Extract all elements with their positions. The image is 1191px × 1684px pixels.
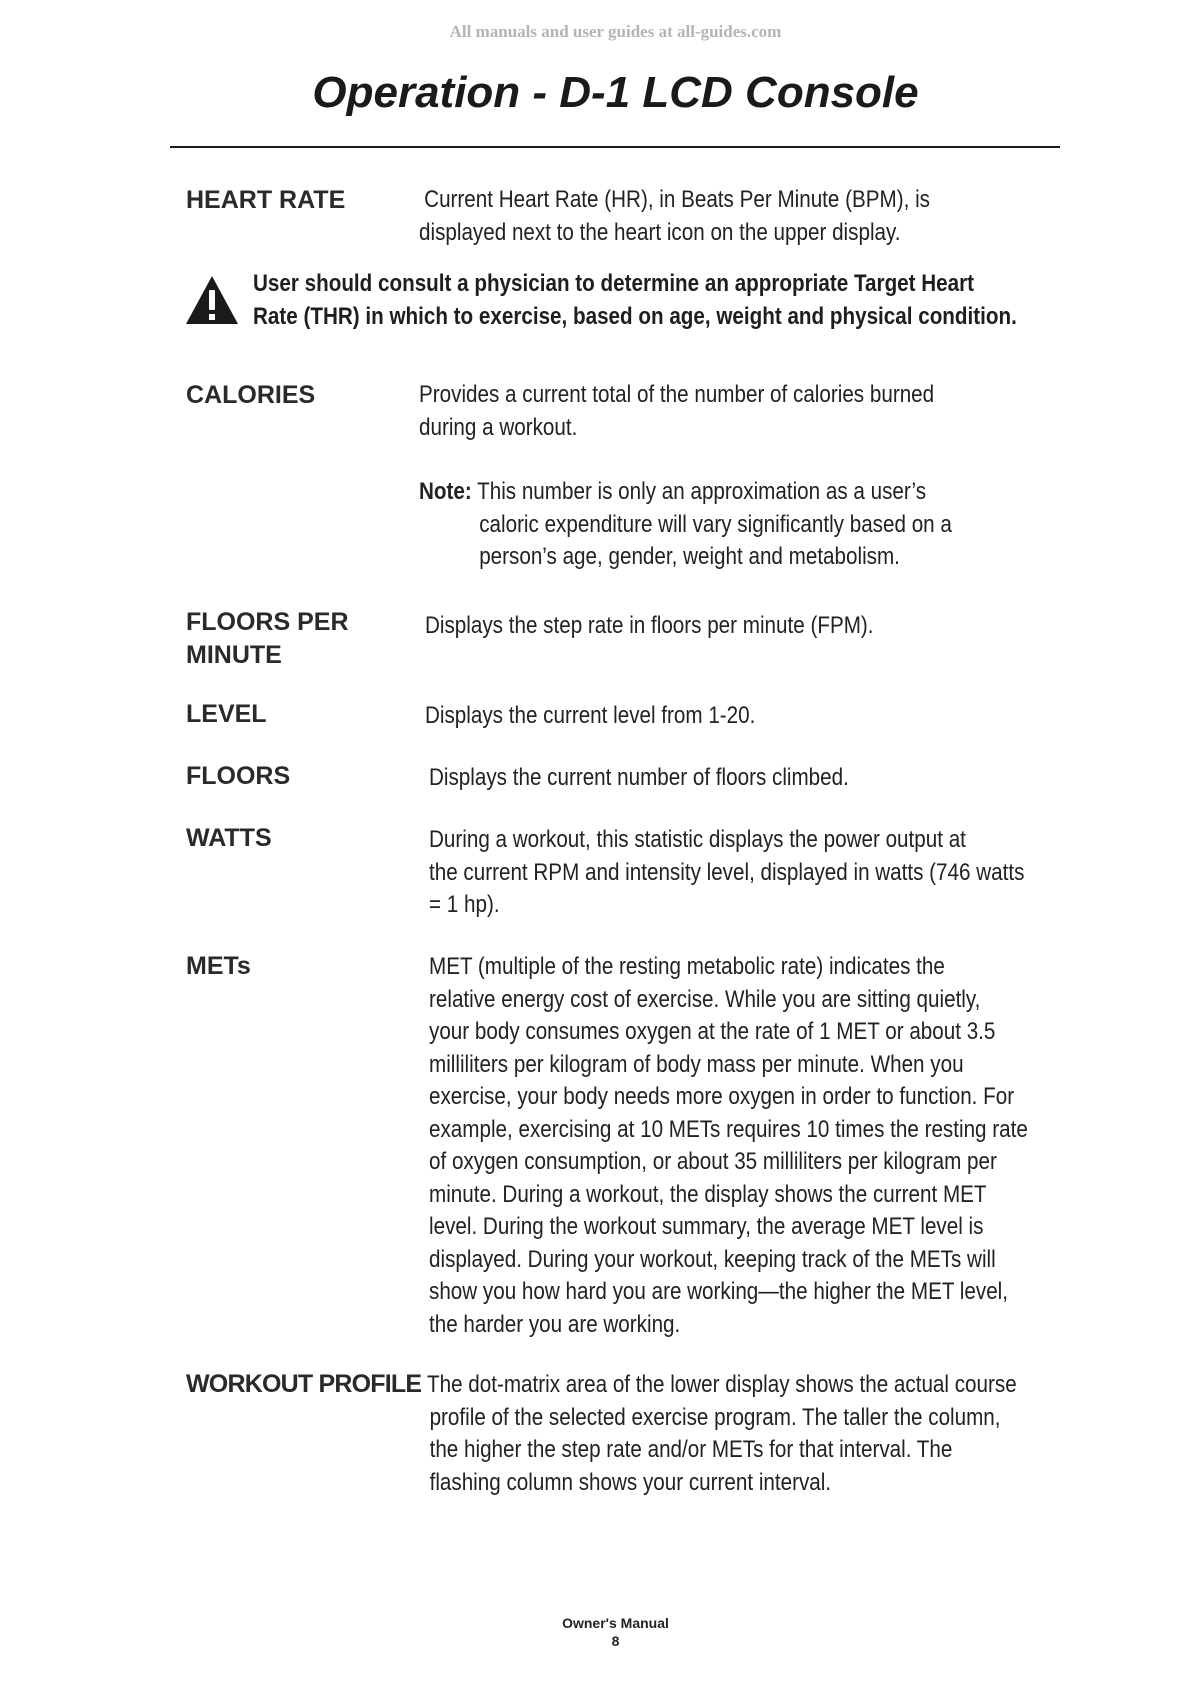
floors-description bbox=[429, 762, 849, 795]
mets-line: level. During the workout summary, the average MET level is bbox=[429, 1213, 984, 1240]
heart-rate-line: Current Heart Rate (HR), in Beats Per Minute (BPM), is bbox=[424, 186, 930, 213]
mets-line: the harder you are working. bbox=[429, 1310, 681, 1338]
mets-line: show you how hard you are working—the higher the MET level, bbox=[429, 1278, 1008, 1305]
mets-line: displayed. During your workout, keeping track of the METs will bbox=[429, 1245, 996, 1273]
mets-line: MET (multiple of the resting metabolic rate) indicates the bbox=[429, 953, 945, 980]
floors-per-minute-description bbox=[425, 610, 874, 643]
workout-profile-line: the higher the step rate and/or METs for that interval. The bbox=[429, 1436, 953, 1463]
heart-rate-label: HEART RATE bbox=[186, 186, 346, 214]
watts-description bbox=[429, 824, 1024, 922]
watts-line: = 1 hp). bbox=[429, 891, 500, 918]
mets-line: example, exercising at 10 METs requires 10 times the resting rate bbox=[429, 1115, 1028, 1143]
heart-rate-line: displayed next to the heart icon on the upper display. bbox=[419, 218, 901, 246]
note-line: caloric expenditure will vary significantly based on a bbox=[479, 510, 952, 538]
warning-line: User should consult a physician to determine an appropriate Target Heart bbox=[253, 270, 975, 297]
note-line: person’s age, gender, weight and metabolism. bbox=[479, 543, 900, 570]
level-text: Displays the current level from 1-20. bbox=[425, 702, 756, 729]
warning-text bbox=[253, 268, 1017, 333]
calories-note bbox=[419, 476, 952, 574]
page-title: Operation - D-1 LCD Console bbox=[312, 68, 919, 117]
calories-line: during a workout. bbox=[419, 413, 578, 441]
title-divider bbox=[170, 146, 1060, 148]
page-number: 8 bbox=[611, 1633, 620, 1649]
workout-profile-description bbox=[427, 1369, 1017, 1499]
workout-profile-line: The dot-matrix area of the lower display shows the actual course bbox=[427, 1371, 1017, 1398]
calories-description bbox=[419, 379, 934, 444]
workout-profile-line: profile of the selected exercise program. The taller the column, bbox=[429, 1403, 1001, 1431]
calories-label: CALORIES bbox=[186, 381, 316, 409]
floors-text: Displays the current number of floors climbed. bbox=[429, 764, 849, 791]
workout-profile-label: WORKOUT PROFILE bbox=[186, 1370, 422, 1398]
watermark: All manuals and user guides at all-guides.com bbox=[449, 22, 782, 41]
mets-description bbox=[429, 951, 1028, 1341]
floors-per-minute-label-line: MINUTE bbox=[186, 641, 282, 669]
mets-line: of oxygen consumption, or about 35 milliliters per kilogram per bbox=[429, 1148, 997, 1175]
level-description bbox=[425, 700, 755, 733]
watts-line: the current RPM and intensity level, displayed in watts (746 watts bbox=[429, 858, 1025, 886]
floors-per-minute-label bbox=[186, 606, 349, 672]
footer-manual-title: Owner's Manual bbox=[562, 1615, 669, 1631]
note-line: This number is only an approximation as a user’s bbox=[477, 478, 927, 505]
mets-line: relative energy cost of exercise. While you are sitting quietly, bbox=[429, 985, 981, 1013]
warning-line: Rate (THR) in which to exercise, based on age, weight and physical condition. bbox=[253, 302, 1017, 330]
floors-per-minute-label-line: FLOORS PER bbox=[186, 608, 349, 636]
mets-line: exercise, your body needs more oxygen in order to function. For bbox=[429, 1083, 1015, 1110]
workout-profile-line: flashing column shows your current interval. bbox=[429, 1468, 832, 1496]
mets-line: minute. During a workout, the display shows the current MET bbox=[429, 1180, 987, 1208]
heart-rate-description bbox=[419, 184, 930, 249]
note-label: Note: bbox=[419, 478, 472, 505]
mets-line: milliliters per kilogram of body mass per minute. When you bbox=[429, 1050, 964, 1078]
level-label: LEVEL bbox=[186, 700, 267, 728]
mets-line: your body consumes oxygen at the rate of 1 MET or about 3.5 bbox=[429, 1018, 996, 1045]
floors-per-minute-text: Displays the step rate in floors per minute (FPM). bbox=[425, 612, 874, 639]
floors-label: FLOORS bbox=[186, 762, 291, 790]
calories-line: Provides a current total of the number of calories burned bbox=[419, 381, 935, 408]
mets-label: METs bbox=[186, 952, 251, 980]
watts-line: During a workout, this statistic displays the power output at bbox=[429, 826, 966, 853]
watts-label: WATTS bbox=[186, 824, 272, 852]
warning-icon bbox=[184, 274, 240, 326]
page-footer bbox=[0, 1614, 1191, 1650]
